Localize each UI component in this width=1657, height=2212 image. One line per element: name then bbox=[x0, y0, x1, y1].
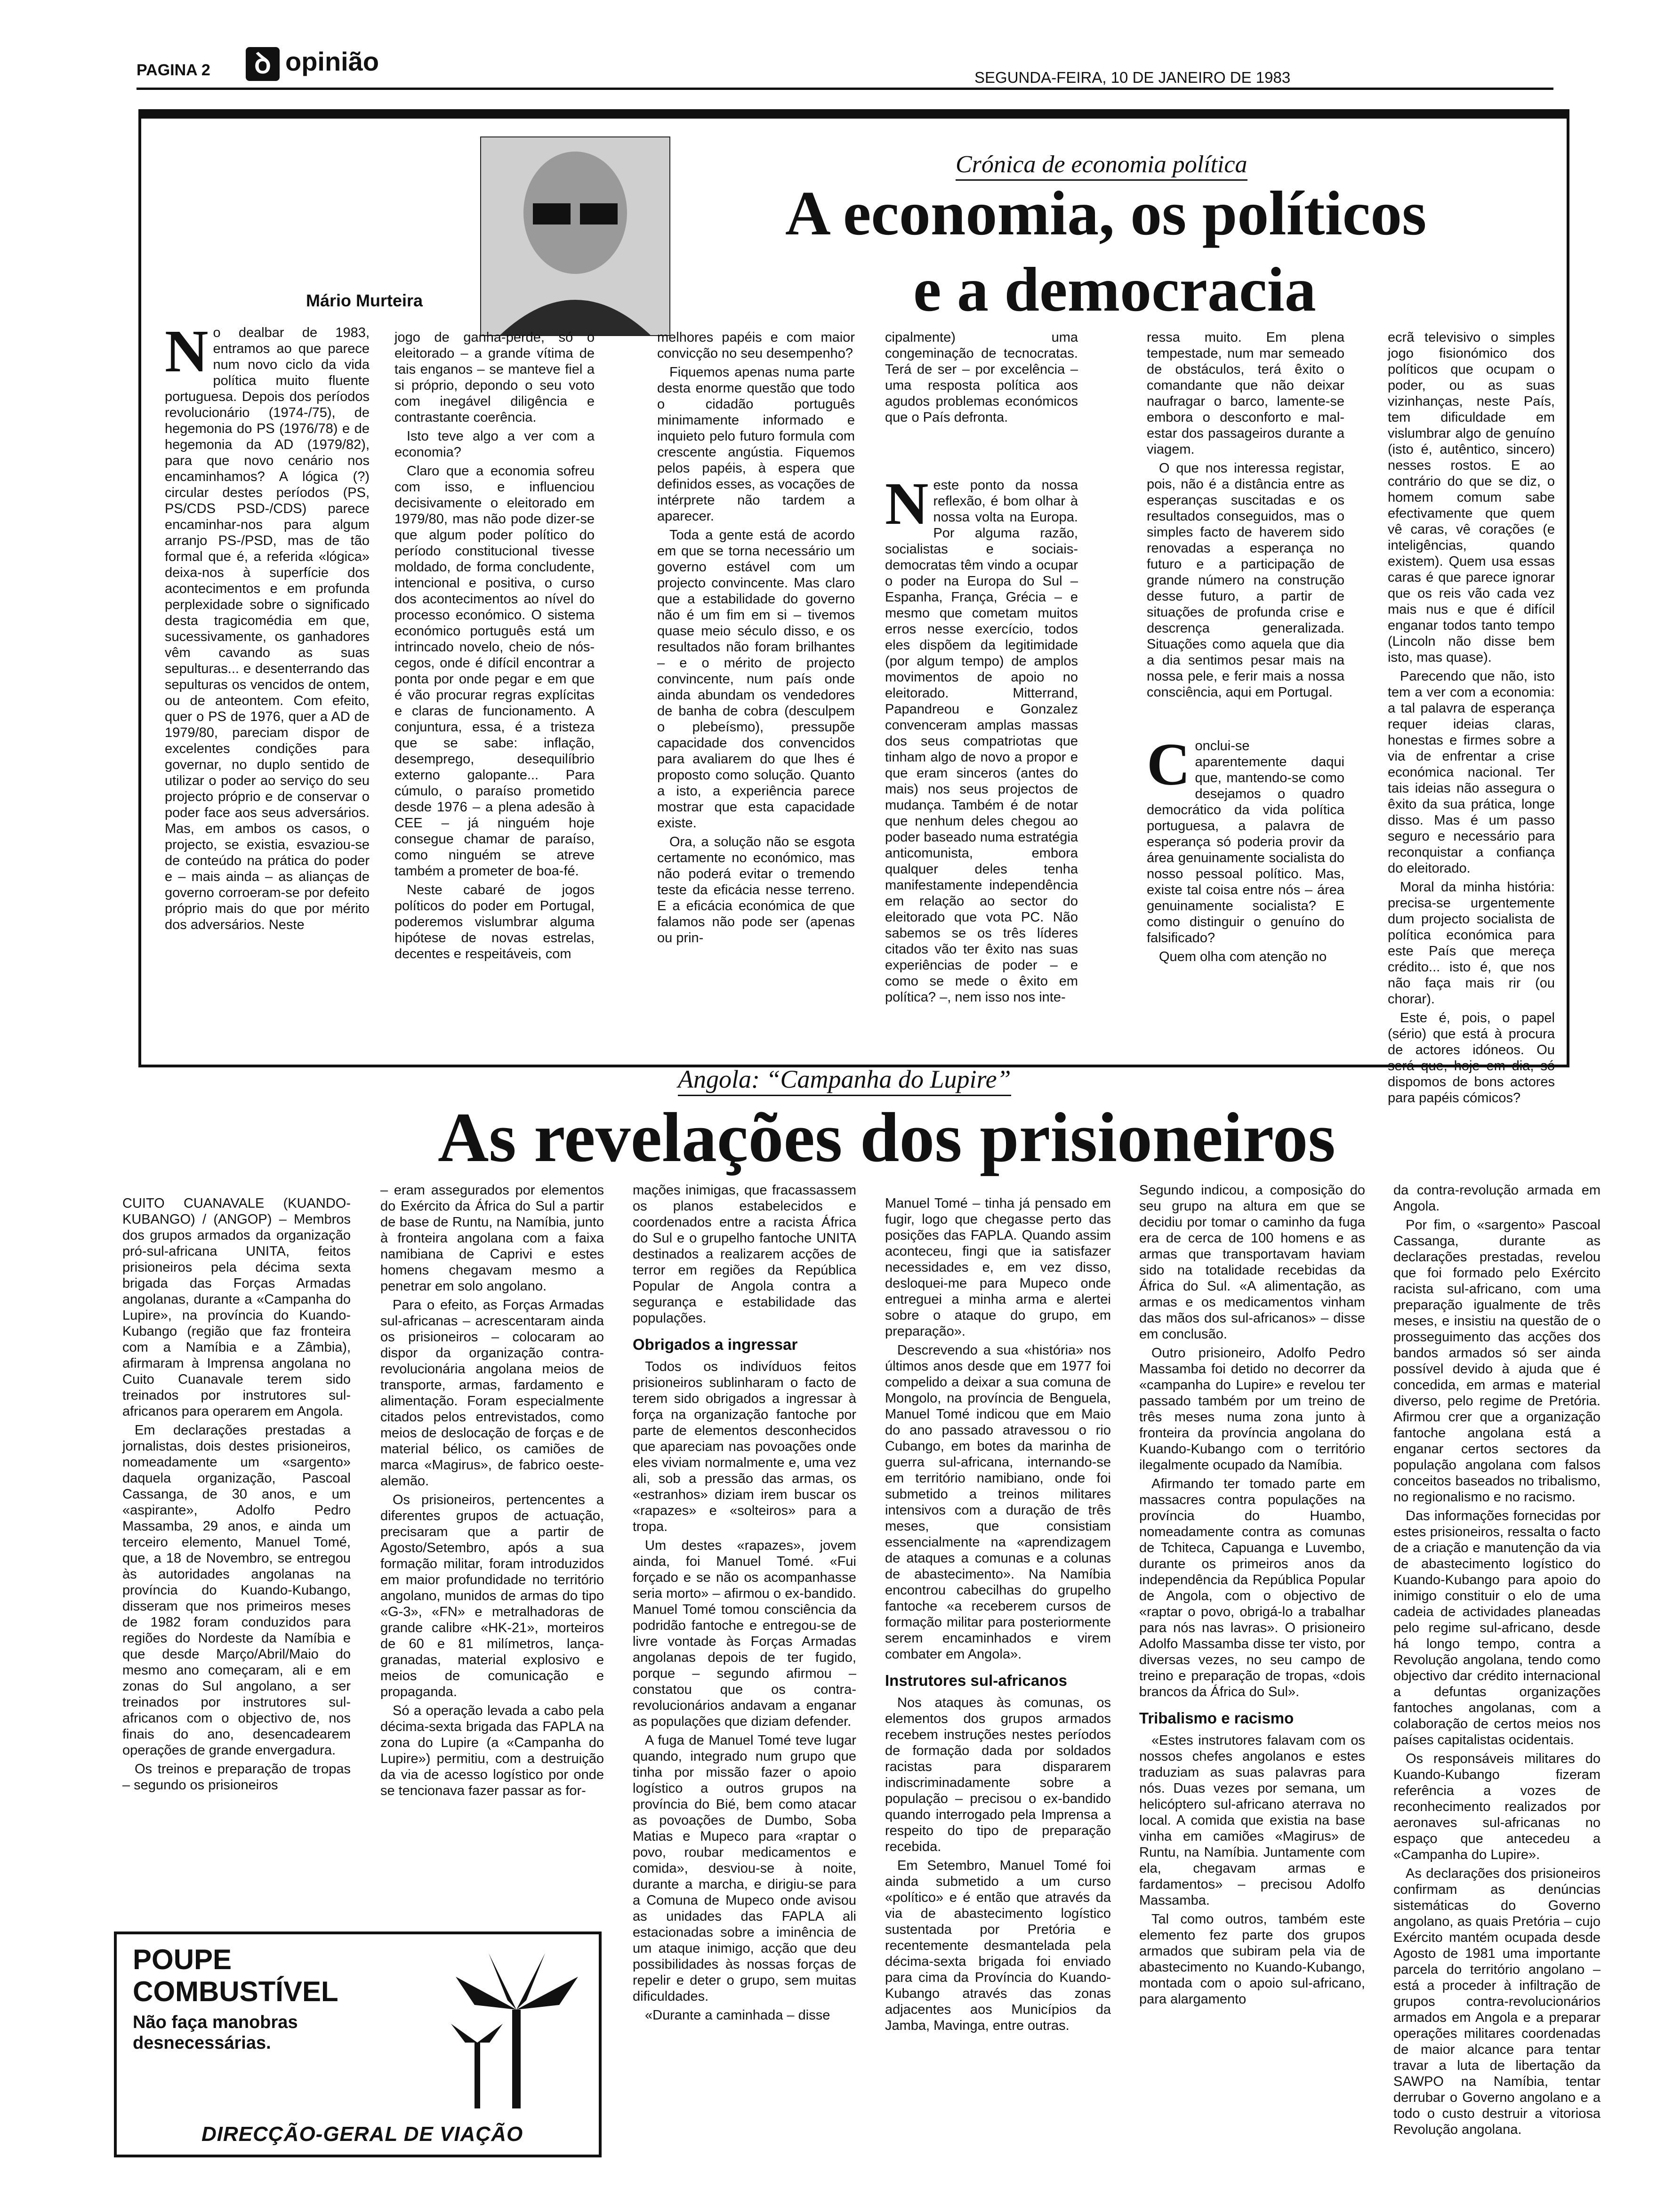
article2-paragraph: Para o efeito, as Forças Armadas sul-africanas – acrescentaram ainda os prisioneiros – colocaram ao dispor da organização contra-revolucionária angolana meios de transporte, armas, fardamento e alimentação. Foram especialmente citados pelos entrevistados, como meios de deslocação de forças e de material bélico, os camiões de marca «Magirus», de fabrico oeste-alemão. bbox=[380, 1298, 604, 1489]
page-label: PAGINA 2 bbox=[137, 61, 210, 79]
article2-column-4 bbox=[885, 1195, 1111, 2165]
article2-paragraph: «Durante a caminhada – disse bbox=[645, 2008, 830, 2023]
ad-line-desnecessarias: desnecessárias. bbox=[133, 2033, 271, 2053]
article2-paragraph: Manuel Tomé – tinha já pensado em fugir, logo que chegasse perto das posições das FAPLA. Quando assim aconteceu, fingi que ia satisfazer necessidades e, em vez disso, desloquei-me para Mupeco onde entreguei a minha arma e alertei sobre o ataque do grupo, em preparação». bbox=[885, 1196, 1111, 1339]
article2-column-3 bbox=[633, 1182, 856, 2161]
article1-column-6 bbox=[1388, 329, 1555, 1106]
article1-kicker: Crónica de economia política bbox=[956, 151, 1247, 181]
article2-paragraph: As declarações dos prisioneiros confirmam as denúncias sistemáticas do Governo angolano, as quais Pretória – cujo Exército mantém ocupada desde Agosto de 1981 uma importante parcela do território angolano – está a proceder à infiltração de grupos contra-revolucionários armados em Angola e a preparar operações militares coordenadas de maior alcance para tentar travar a luta de libertação da SAWPO na Namíbia, tentar derrubar o Governo angolano e a todo o custo destruir a vitoriosa Revolução angolana. bbox=[1393, 1866, 1601, 2137]
subheading-obrigados: Obrigados a ingressar bbox=[633, 1336, 798, 1353]
section-title: opinião bbox=[285, 47, 379, 76]
article2-paragraph: Em declarações prestadas a jornalistas, dois destes prisioneiros, nomeadamente um «sargento» daquela organização, Pascoal Cassanga, de 30 anos, e um «aspirante», Adolfo Pedro Massamba, 29 anos, e ainda um terceiro elemento, Manuel Tomé, que, a 18 de Novembro, se entregou às autoridades angolanas na província do Kuando-Kubango, disseram que nos primeiros meses de 1982 foram conduzidos para regiões do Nordeste da Namíbia e que desde Março/Abril/Maio do mesmo ano começaram, ali e em zonas do Sul angolano, a ser treinados por instrutores sul-africanos com o objectivo de, nos finais do ano, desencadearem operações de grande envergadura. bbox=[122, 1423, 351, 1758]
article1-paragraph: Neste ponto da nossa reflexão, é bom olhar à nossa volta na Europa. Por alguma razão, socialistas e sociais-democratas têm vindo a ocupar o poder na Europa do Sul – Espanha, França, Grécia – e mesmo que cometam muitos erros nesse exercício, todos eles dispõem da legitimidade (por algum tempo) de amplos movimentos de apoio no eleitorado. Mitterrand, Papandreou e Gonzalez convenceram amplas massas dos seus compatriotas que tinham algo de novo a propor e que eram sinceros (antes do mais) nos seus projectos de mudança. Também é de notar que nenhum deles chegou ao poder baseado numa estratégia anticomunista, embora qualquer deles tenha manifestamente independência em relação ao sector do eleitorado que vota PC. Não sabemos se os três líderes citados vão ter êxito nas suas experiências de poder – e como se mede o êxito em política? –, nem isso nos inte- bbox=[885, 470, 1078, 1005]
subheading-tribalismo: Tribalismo e racismo bbox=[1139, 1709, 1294, 1727]
article1-column-1 bbox=[165, 318, 370, 1035]
article1-paragraph: Conclui-se aparentemente daqui que, mantendo-se como desejamos o quadro democrático da vida política portuguesa, a palavra de esperança só poderia provir da área genuinamente socialista do nosso pessoal político. Mas, existe tal coisa entre nós – área genuinamente socialista? E como distinguir o genuíno do falsificado? bbox=[1147, 731, 1344, 946]
article2-paragraph: da contra-revolução armada em Angola. bbox=[1393, 1183, 1601, 1214]
article2-paragraph: Afirmando ter tomado parte em massacres contra populações na província do Huambo, nomeadamente contra as comunas de Tchiteca, Capuanga e Luvembo, durante os primeiros anos da independência da República Popular de Angola, com o objectivo de «raptar o povo, obrigá-lo a trabalhar para nós nas lavras». O prisioneiro Adolfo Massamba disse ter visto, por diversas vezes, no seu campo de treino e preparação de tropas, «dois brancos da África do Sul». bbox=[1139, 1476, 1365, 1699]
article1-author: Mário Murteira bbox=[306, 291, 423, 310]
article1-paragraph: Toda a gente está de acordo em que se torna necessário um governo estável com um projecto convincente. Mas claro que a estabilidade do governo não é um fim em si – tivemos quase meio século disso, e os resultados não foram brilhantes – e o mérito de projecto convincente, num país onde ainda abundam os vendedores de banha de cobra (desculpem o plebeísmo), pressupõe capacidade dos convencidos para avaliarem do que lhes é proposto como solução. Quanto a isto, a experiência parece mostrar que esta capacidade existe. bbox=[657, 528, 855, 831]
subheading-instrutores: Instrutores sul-africanos bbox=[885, 1672, 1067, 1689]
article2-title: As revelações dos prisioneiros bbox=[438, 1098, 1335, 1177]
ad-line-manobras: Não faça manobras bbox=[133, 2012, 298, 2032]
fuel-ad bbox=[114, 1931, 602, 2157]
article1-title-line1: A economia, os políticos bbox=[785, 178, 1427, 248]
article2-paragraph: Um destes «rapazes», jovem ainda, foi Manuel Tomé. «Fui forçado e se não os acompanhasse seria morto» – afirmou o ex-bandido. Manuel Tomé tomou consciência da podridão fantoche e entregou-se de livre vontade às Forças Armadas angolanas depois de ter fugido, porque – segundo afirmou – constatou que os contra-revolucionários andavam a enganar as populações que diziam defender. bbox=[633, 1538, 856, 1729]
article2-paragraph: A fuga de Manuel Tomé teve lugar quando, integrado num grupo que tinha por missão fazer o apoio logístico a outros grupos na província do Bié, bem como atacar as povoações de Dumbo, Soba Matias e Mupeco para «raptar o povo, roubar medicamentos e comida», desviou-se à noite, durante a marcha, e dirigiu-se para a Comuna de Mupeco onde avisou as unidades das FAPLA ali estacionadas sobre a iminência de um ataque inimigo, acção que deu possibilidades às nossas forças de repelir e deter o grupo, sem muitas dificuldades. bbox=[633, 1733, 856, 2004]
author-photo bbox=[480, 136, 670, 336]
article1-paragraph: Moral da minha história: precisa-se urgentemente dum projecto socialista de política económica para este País que mereça crédito... isto é, que nos não faça mais rir (ou chorar). bbox=[1388, 880, 1555, 1007]
article2-column-6 bbox=[1393, 1182, 1601, 2166]
drop-cap: C bbox=[1147, 731, 1190, 798]
article1-column-3 bbox=[657, 329, 855, 1035]
section-logo-icon: ꝺ bbox=[246, 47, 280, 81]
article1-paragraph: jogo de ganha-perde, só o eleitorado – a grande vítima de tais enganos – se manteve fiel a si próprio, depondo o seu voto com inegável diligência e contrastante coerência. bbox=[394, 330, 595, 425]
article1-paragraph: Ora, a solução não se esgota certamente no económico, mas não poderá evitar o tremendo teste da eficácia nesse terreno. E a eficácia económica de que falamos não pode ser (apenas ou prin- bbox=[657, 834, 855, 946]
article1-paragraph: ecrã televisivo o simples jogo fisionómico dos políticos que ocupam o poder, ou as suas vizinhanças, neste País, tem dificuldade em vislumbrar algo de genuíno (isto é, autêntico, sincero) nesses rostos. E ao contrário do que se diz, o homem comum sabe efectivamente que quem vê caras, vê corações (e inteligências, quando existem). Quem usa essas caras é que parece ignorar que os reis vão cada vez mais nus e que é difícil enganar todos tanto tempo (Lincoln não disse bem isto, mas quase). bbox=[1388, 330, 1555, 665]
article1-paragraph: Neste cabaré de jogos políticos do poder em Portugal, poderemos vislumbrar alguma hipótese de novas estrelas, decentes e respeitáveis, com bbox=[394, 882, 595, 962]
article1-paragraph: No dealbar de 1983, entramos ao que parece num novo ciclo da vida política muito fluente portuguesa. Depois dos períodos revolucionário (1974-/75), de hegemonia do PS (1976/78) e de hegemonia da AD (1979/82), para que novo cenário nos encaminhamos? A lógica (?) circular destes períodos (PS, PS/CDS PSD-/CDS) parece encaminhar-nos para algum arranjo PS-/PSD, mas de tão formal que é, a referida «lógica» deixa-nos à superfície dos acontecimentos e em profunda perplexidade sobre o significado desta tragicomédia em que, sucessivamente, os ganhadores vêm cavando as suas sepulturas... e desenterrando das sepulturas os vencidos de ontem, ou de anteontem. Com efeito, quer o PS de 1976, quer a AD de 1979/80, pareciam dispor de excelentes condições para governar, no duplo sentido de utilizar o poder ao serviço do seu projecto próprio e de conservar o poder face aos seus adversários. Mas, em ambos os casos, o projecto, se existia, esvaziou-se de conteúdo na prática do poder e – mais ainda – as alianças de governo corroeram-se por defeito próprio mais do que por mérito dos adversários. Neste bbox=[165, 318, 370, 932]
article2-paragraph: CUITO CUANAVALE (KUANDO-KUBANGO) / (ANGOP) – Membros dos grupos armados da organização pró-sul-africana UNITA, feitos prisioneiros pela décima sexta brigada das Forças Armadas angolanas, durante a «Campanha do Lupire», na província do Kuando-Kubango (região que faz fronteira com a Namíbia e a Zâmbia), afirmaram à Imprensa angolana no Cuito Cuanavale terem sido treinados por instrutores sul-africanos para operarem em Angola. bbox=[122, 1196, 351, 1419]
article1-column-4 bbox=[885, 329, 1078, 1035]
article2-paragraph: Nos ataques às comunas, os elementos dos grupos armados recebem instruções nestes períodos de formação dada por soldados racistas para dispararem indiscriminadamente sobre a população – precisou o ex-bandido quando interrogado pela Imprensa a respeito do tipo de preparação recebida. bbox=[885, 1695, 1111, 1854]
article2-paragraph: – eram assegurados por elementos do Exército da África do Sul a partir de base de Runtu, na Namíbia, junto à fronteira angolana com a faixa namibiana de Caprivi e estes homens chegavam mesmo a penetrar em solo angolano. bbox=[380, 1183, 604, 1294]
article1-paragraph: melhores papéis e com maior convicção no seu desempenho? bbox=[657, 330, 855, 361]
article1-paragraph: Fiquemos apenas numa parte desta enorme questão que todo o cidadão português minimamente informado e inquieto pelo futuro formula com crescente angústia. Fiquemos pelos papéis, à espera que definidos esses, as vocações de intérprete não tardem a aparecer. bbox=[657, 365, 855, 524]
article2-paragraph: «Estes instrutores falavam com os nossos chefes angolanos e estes traduziam as suas palavras para nós. Duas vezes por semana, um helicóptero sul-africano aterrava no local. A comida que existia na base vinha em camiões «Magirus» de Runtu, na Namíbia. Juntamente com ela, chegavam armas e fardamentos» – precisou Adolfo Massamba. bbox=[1139, 1733, 1365, 1908]
drop-cap: N bbox=[885, 470, 929, 537]
article2-column-5 bbox=[1139, 1182, 1365, 2166]
article2-column-2 bbox=[380, 1182, 604, 1893]
article2-paragraph: mações inimigas, que fracassassem os planos estabelecidos e coordenados entre a racista África do Sul e o grupelho fantoche UNITA destinados a realizarem acções de terror em regiões da República Popular de Angola contra a segurança e estabilidade das populações. bbox=[633, 1183, 856, 1326]
article1-column-5 bbox=[1147, 329, 1344, 1035]
article1-paragraph: Claro que a economia sofreu com isso, e influenciou decisivamente o eleitorado em 1979/80, mas não pode dizer-se que algum poder político do período constitucional tivesse moldado, de forma concludente, intencional e positiva, o curso dos acontecimentos ao nível do processo económico. O sistema económico português está um intrincado novelo, cheio de nós-cegos, onde é difícil encontrar a ponta por onde pegar e em que é vão procurar regras explícitas e claras de funcionamento. A conjuntura, essa, é a tristeza que se sabe: inflação, desemprego, desequilíbrio externo galopante... Para cúmulo, o paraíso prometido desde 1976 – a plena adesão à CEE – já ninguém hoje consegue chamar de paraíso, como ninguém se atreve também a prometer de boa-fé. bbox=[394, 464, 595, 879]
article2-paragraph: Segundo indicou, a composição do seu grupo na altura em que se decidiu por tomar o caminho da fuga era de cerca de 100 homens e as armas que transportavam haviam sido na totalidade recebidas da África do Sul. «A alimentação, as armas e os medicamentos vinham das mãos dos sul-africanos» – disse em conclusão. bbox=[1139, 1183, 1365, 1342]
article2-paragraph: Todos os indivíduos feitos prisioneiros sublinharam o facto de terem sido obrigados a ingressar à força na organização fantoche por parte de elementos desconhecidos que apareciam nas povoações onde eles viviam normalmente e, uma vez ali, sob a pressão das armas, os «estranhos» diziam irem buscar os «rapazes» e «solteiros» para a tropa. bbox=[633, 1359, 856, 1534]
article1-column-2 bbox=[394, 329, 595, 1035]
article2-paragraph: Descrevendo a sua «história» nos últimos anos desde que em 1977 foi compelido a deixar a sua comuna de Mongolo, na província de Benguela, Manuel Tomé indicou que em Maio do ano passado atravessou o rio Cubango, em botes da marinha de guerra sul-africana, internando-se em território namibiano, onde foi submetido a treinos militares intensivos com a duração de três meses, que consistiam essencialmente na «aprendizagem de ataques a comunas e a colunas de abastecimento». Na Namíbia encontrou cabecilhas do grupelho fantoche «a receberem cursos de formação militar para posteriormente serem encaminhados e virem combater em Angola». bbox=[885, 1343, 1111, 1662]
article1-paragraph: ressa muito. Em plena tempestade, num mar semeado de obstáculos, terá êxito o comandante que não deixar naufragar o barco, lamente-se embora o desconforto e mal-estar dos passageiros durante a viagem. bbox=[1147, 330, 1344, 457]
article1-paragraph: Parecendo que não, isto tem a ver com a economia: a tal palavra de esperança requer ideias claras, honestas e firmes sobre a via de enfrentar a crise económica nacional. Ter tais ideias não assegura o êxito da sua prática, longe disso. Mas é um passo seguro e necessário para reconquistar a confiança do eleitorado. bbox=[1388, 669, 1555, 876]
article2-paragraph: Das informações fornecidas por estes prisioneiros, ressalta o facto de a criação e manutenção da via de abastecimento logístico do Kuando-Kubango para apoio do inimigo constituir o elo de uma cadeia de actividades planeadas pelo regime sul-africano, desde há longo tempo, contra a Revolução angolana, tendo como objectivo dar crédito internacional a defuntas organizações fantoches angolanas, com a colaboração de certos meios nos países capitalistas ocidentais. bbox=[1393, 1508, 1601, 1747]
article2-paragraph: Por fim, o «sargento» Pascoal Cassanga, durante as declarações prestadas, revelou que foi formado pelo Exército racista sul-africano, com uma preparação igualmente de três meses, e insistiu na questão de o prosseguimento das acções dos bandos armados só ser ainda possível devido à ajuda que é concedida, em armas e material diverso, pelo regime de Pretória. Afirmou crer que a organização fantoche angolana está a enganar certos sectores da população angolana com falsos conceitos baseados no tribalismo, no regionalismo e no racismo. bbox=[1393, 1218, 1601, 1505]
article1-paragraph: O que nos interessa registar, pois, não é a distância entre as esperanças suscitadas e os resultados conseguidos, mas o simples facto de haverem sido renovadas a esperança no futuro e a participação de grande número na construção desse futuro, a partir de situações de profunda crise e descrença generalizada. Situações como aquela que dia a dia sentimos pesar mais na nossa pele, e ferir mais a nossa consciência, aqui em Portugal. bbox=[1147, 461, 1344, 700]
article2-paragraph: Outro prisioneiro, Adolfo Pedro Massamba foi detido no decorrer da «campanha do Lupire» e revelou ter passado também por um treino de três meses numa zona junto à fronteira da província angolana do Kuando-Kubango com o território ilegalmente ocupado da Namíbia. bbox=[1139, 1346, 1365, 1473]
ad-line-combustivel: COMBUSTÍVEL bbox=[133, 1976, 338, 2007]
article2-paragraph: Os prisioneiros, pertencentes a diferentes grupos de actuação, precisaram que a partir de Agosto/Setembro, após a sua formação militar, foram introduzidos em maior profundidade no território angolano, munidos de armas do tipo «G-3», «FN» e metralhadoras de grande calibre «HK-21», morteiros de 60 e 81 milímetros, lança-granadas, material explosivo e meios de comunicação e propaganda. bbox=[380, 1492, 604, 1699]
article2-paragraph: Os responsáveis militares do Kuando-Kubango fizeram referência a vozes de reconhecimento realizados por aeronaves sul-africanas no espaço que antecedeu a «Campanha do Lupire». bbox=[1393, 1751, 1601, 1862]
palm-tree-illustration-icon bbox=[446, 1948, 587, 2108]
article2-column-1 bbox=[122, 1195, 351, 1911]
ad-line-poupe: POUPE bbox=[133, 1944, 232, 1975]
article1-paragraph: Este é, pois, o papel (sério) que está à procura de actores idóneos. Ou será que, hoje em dia, só dispomos de bons actores para papéis cómicos? bbox=[1388, 1010, 1555, 1106]
article2-paragraph: Em Setembro, Manuel Tomé foi ainda submetido a um curso «político» e é então que através da via de abastecimento logístico sustentada por Pretória e recentemente desmantelada pela décima-sexta brigada foi enviado para cima da Província do Kuando-Kubango através das zonas adjacentes aos Municípios da Jamba, Mavinga, entre outras. bbox=[885, 1858, 1111, 2033]
article1-paragraph: Isto teve algo a ver com a economia? bbox=[394, 429, 595, 460]
article1-title-line2: e a democracia bbox=[913, 255, 1316, 324]
article2-kicker: Angola: “Campanha do Lupire” bbox=[678, 1065, 1011, 1096]
issue-date: SEGUNDA-FEIRA, 10 DE JANEIRO DE 1983 bbox=[974, 69, 1291, 86]
article2-paragraph: Só a operação levada a cabo pela décima-sexta brigada das FAPLA na zona do Lupire (a «Campanha do Lupire») permitiu, com a destruição da via de acesso logístico por onde se tencionava fazer passar as for- bbox=[380, 1703, 604, 1798]
article2-paragraph: Os treinos e preparação de tropas – segundo os prisioneiros bbox=[122, 1762, 351, 1793]
article1-paragraph: cipalmente) uma congeminação de tecnocratas. Terá de ser – por excelência – uma resposta política aos agudos problemas económicos que o País defronta. bbox=[885, 330, 1078, 425]
article1-paragraph: Quem olha com atenção no bbox=[1159, 949, 1327, 964]
article2-paragraph: Tal como outros, também este elemento fez parte dos grupos armados que subiram pela via de abastecimento no Kuando-Kubango, montada com o apoio sul-africano, para alargamento bbox=[1139, 1912, 1365, 2007]
masthead-rule bbox=[137, 88, 1553, 90]
ad-sponsor: DIRECÇÃO-GERAL DE VIAÇÃO bbox=[201, 2123, 523, 2146]
drop-cap: N bbox=[165, 318, 209, 385]
